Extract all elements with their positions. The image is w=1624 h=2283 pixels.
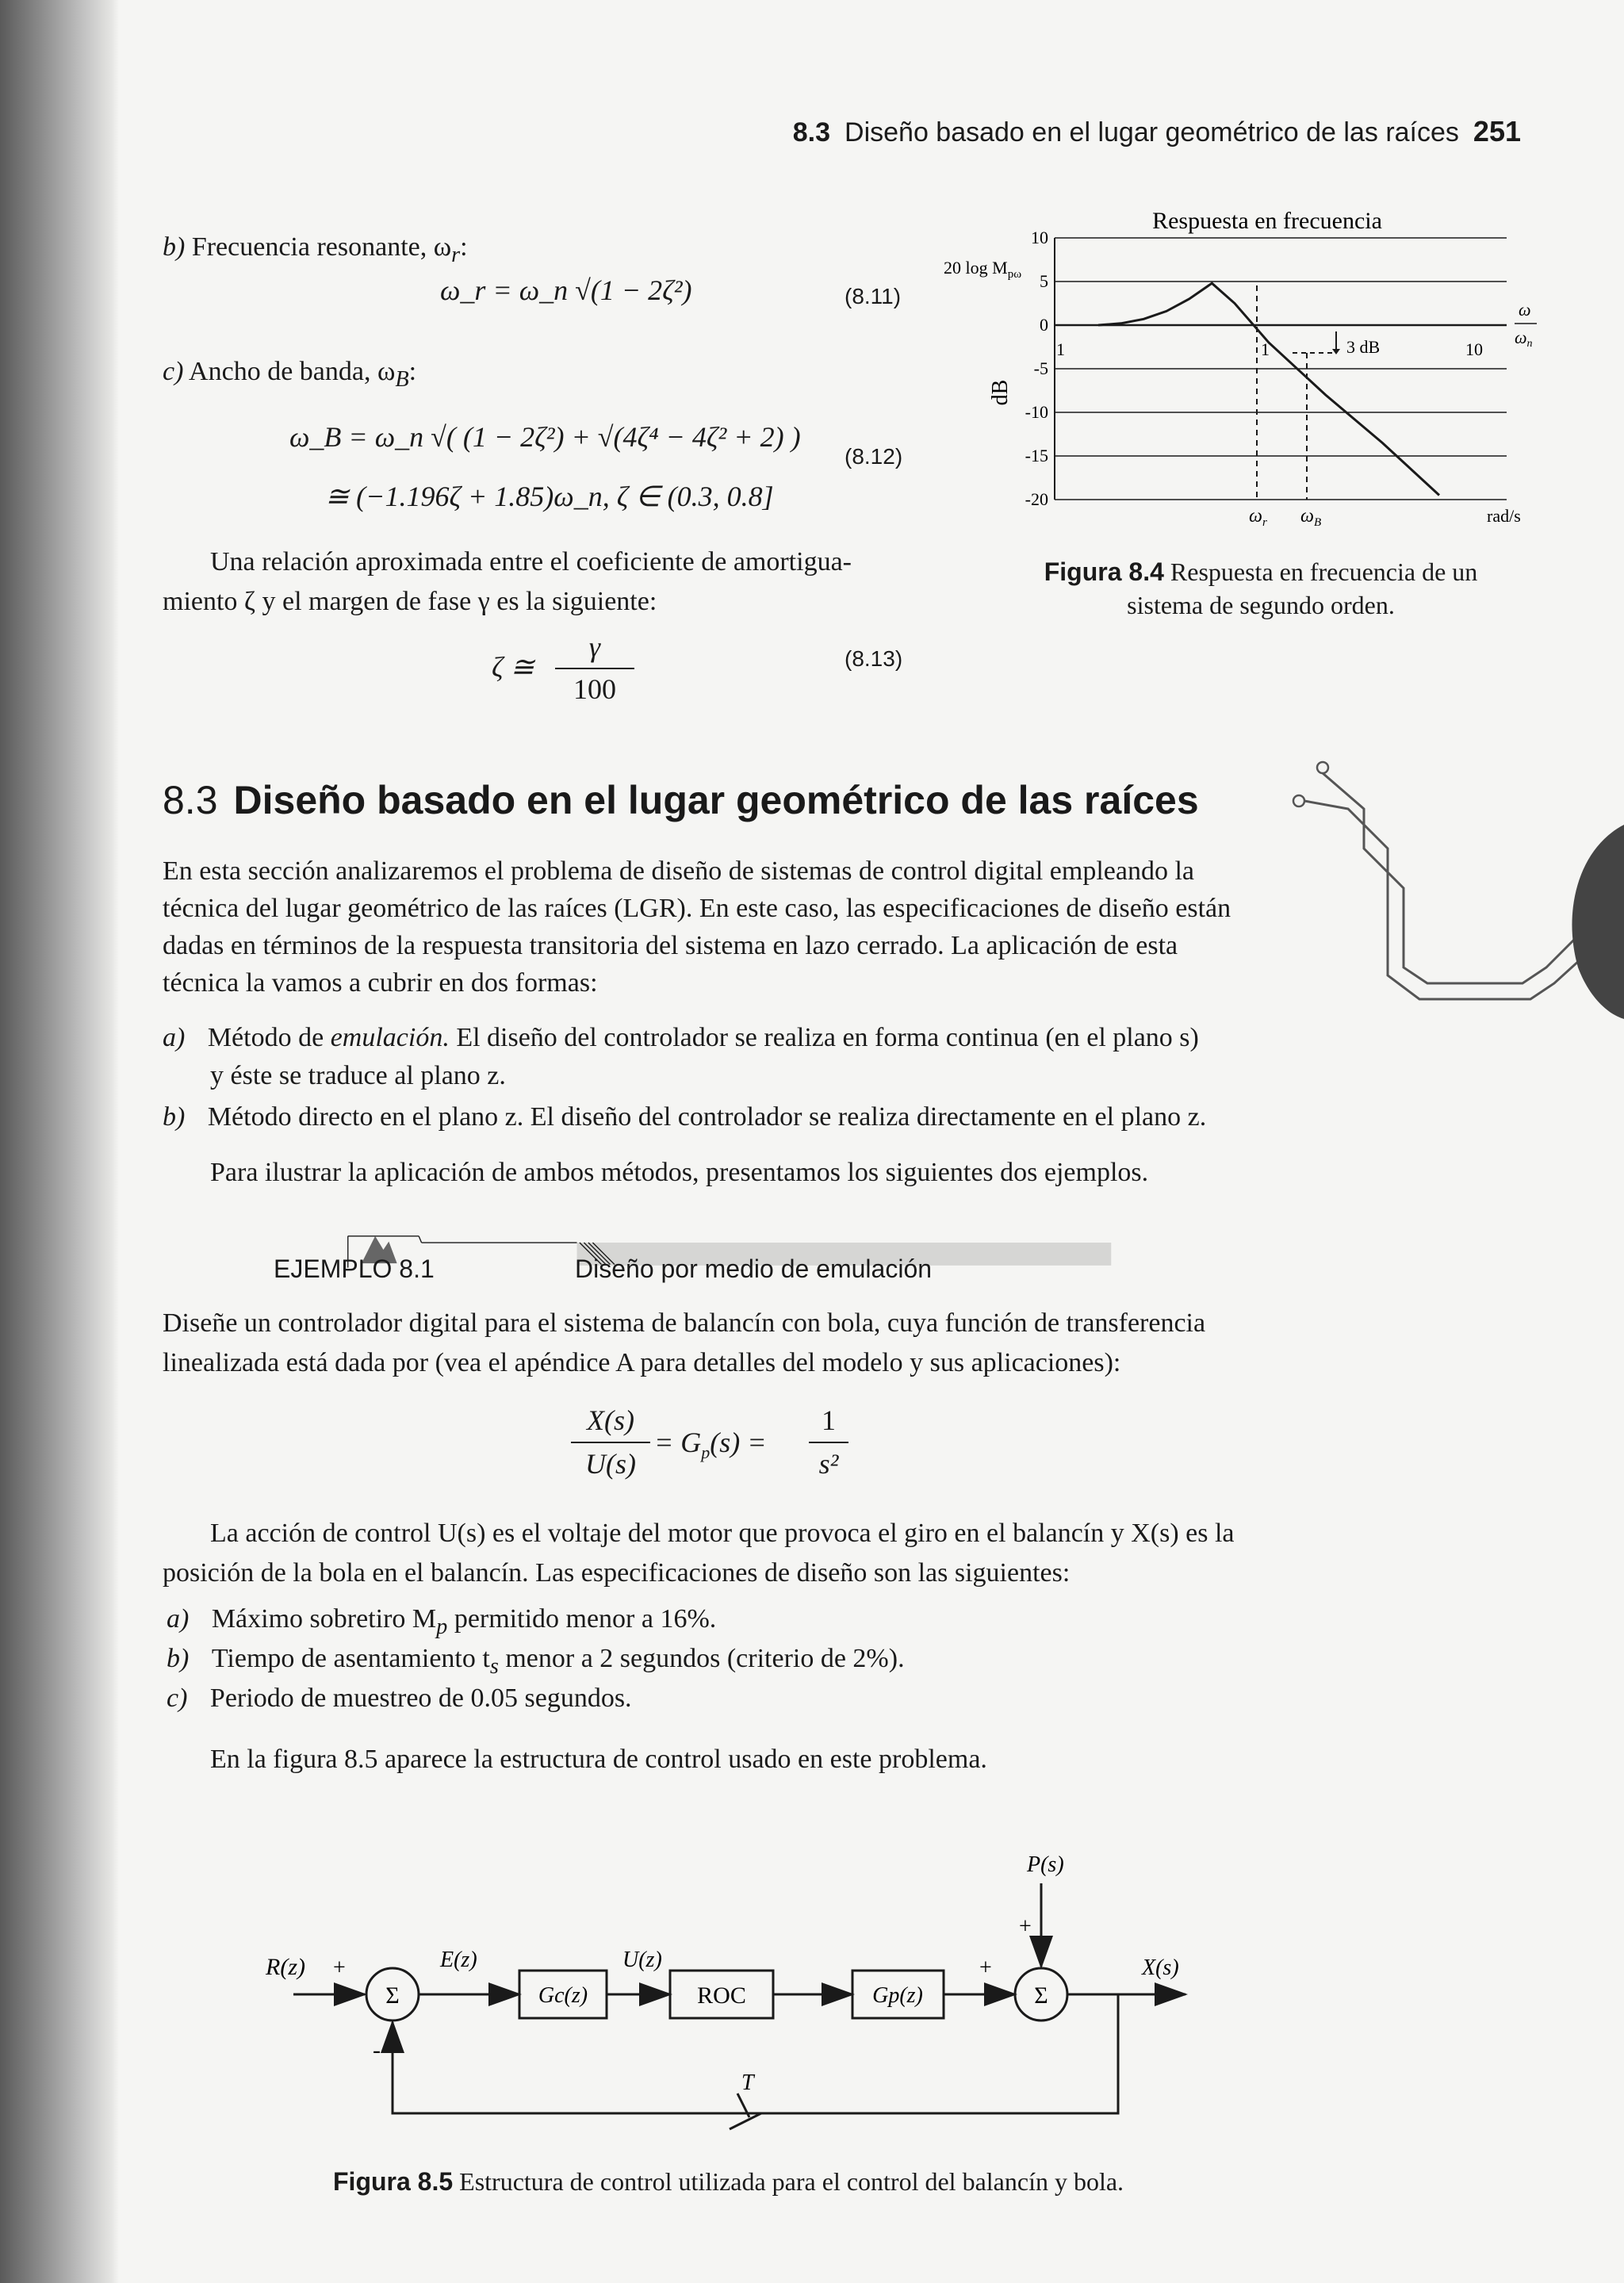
tf-middle: = $G_p(s)$ = <box>654 1427 767 1463</box>
item-text: Frecuencia resonante, ω <box>191 232 452 262</box>
label-3db: 3 dB <box>1346 337 1381 357</box>
label-Gp: Gp(z) <box>872 1983 923 2008</box>
relation-text-line1: Una relación aproximada entre el coeficiente de amortigua- <box>210 547 852 576</box>
item-label: c) <box>163 357 184 386</box>
sigma-2: Σ <box>1034 1982 1048 2009</box>
list-item-a <box>163 1019 1199 1056</box>
label-wb: $\omega_B$ <box>1300 506 1322 529</box>
x-tick-1a: 1 <box>1056 339 1065 359</box>
section-heading <box>163 777 1199 823</box>
ratio-numerator: ω <box>1519 300 1531 320</box>
y-tick-label: 5 <box>1040 271 1048 291</box>
list-item-a-line2: y éste se traduce al plano z. <box>210 1061 506 1090</box>
y-gridlines <box>1055 238 1507 500</box>
item-sub: p <box>436 1614 448 1639</box>
x-tick-1b: 1 <box>1261 339 1270 359</box>
label-Xs: X(s) <box>1142 1955 1179 1980</box>
item-text-post: menor a 2 segundos (criterio de 2%). <box>498 1644 905 1673</box>
figure-8-4-caption <box>1023 555 1499 622</box>
y-tick-label: -15 <box>1025 446 1048 465</box>
text-line: técnica la vamos a cubrir en dos formas: <box>163 968 598 998</box>
equation-8-13-lhs: ζ ≅ <box>492 651 534 683</box>
header-section-number: 8.3 <box>792 117 831 147</box>
section-number: 8.3 <box>163 778 218 822</box>
y-tick-label: -5 <box>1033 358 1048 378</box>
item-text: Tiempo de asentamiento t <box>211 1644 490 1673</box>
3db-arrow <box>1332 349 1340 354</box>
item-text-post: El diseño del controlador se realiza en forma continua (en el plano s) <box>449 1023 1199 1052</box>
equation-number-8-13: (8.13) <box>845 646 903 671</box>
spec-a <box>167 1600 716 1645</box>
equation-8-13-numerator: γ <box>588 631 601 663</box>
decorative-circuit <box>1285 753 1624 1071</box>
figure-8-5-block-diagram <box>254 1848 1205 2149</box>
ylabel-top: 20 $\log M_{p\omega}$ <box>944 258 1022 281</box>
spec-b <box>167 1640 905 1685</box>
example-paragraph-1-line2: linealizada está dada por (vea el apéndice A para detalles del modelo y sus aplicaciones): <box>163 1348 1121 1377</box>
example-paragraph-1-line1: Diseñe un controlador digital para el sistema de balancín con bola, cuya función de transferencia <box>163 1308 1206 1338</box>
label-Ps: P(s) <box>1027 1852 1064 1877</box>
item-sub: B <box>395 366 409 392</box>
y-tick-label: -20 <box>1025 489 1048 509</box>
example-title: Diseño por medio de emulación <box>575 1255 933 1283</box>
section-paragraph-1 <box>163 852 1289 1002</box>
chart-ylabel: dB <box>988 379 1013 406</box>
example-paragraph-2-line1: La acción de control U(s) es el voltaje del motor que provoca el giro en el balancín y X(s) es la <box>210 1519 1235 1548</box>
label-Uz: U(z) <box>622 1948 662 1972</box>
list-item-b <box>163 1098 1206 1136</box>
y-tick-label: 0 <box>1040 315 1048 335</box>
item-text: Método directo en el plano z. El diseño del controlador se realiza directamente en el plano z. <box>207 1102 1207 1132</box>
example-label: EJEMPLO 8.1 <box>274 1255 435 1283</box>
book-spine-shadow <box>0 0 119 2283</box>
item-text: Método de <box>207 1023 331 1052</box>
transfer-function <box>571 1404 872 1507</box>
item-emphasis: emulación. <box>330 1023 450 1052</box>
y-tick-labels <box>1025 228 1048 509</box>
equation-8-12-line1: ω_B = ω_n √( (1 − 2ζ²) + √(4ζ⁴ − 4ζ² + 2) ) <box>289 421 801 453</box>
text-line: En esta sección analizaremos el problema de diseño de sistemas de control digital empleando la <box>163 856 1194 886</box>
text-line: dadas en términos de la respuesta transitoria del sistema en lazo cerrado. La aplicación de esta <box>163 931 1178 960</box>
item-b-resonant: b) Frecuencia resonante, $\omega_r$: <box>163 232 468 267</box>
equation-number-8-11: (8.11) <box>845 284 902 308</box>
caption-text: Estructura de control utilizada para el control del balancín y bola. <box>453 2167 1124 2196</box>
fraction-bar <box>555 668 634 669</box>
header-title: Diseño basado en el lugar geométrico de las raíces <box>845 117 1459 147</box>
spec-c <box>167 1680 632 1717</box>
minus-sign: - <box>373 2037 381 2063</box>
item-sub: s <box>489 1653 499 1679</box>
running-header <box>793 115 1521 148</box>
item-label: c) <box>167 1684 188 1713</box>
example-paragraph-3: En la figura 8.5 aparece la estructura de control usado en este problema. <box>210 1745 987 1774</box>
equation-8-12-line2: ≅ (−1.196ζ + 1.85)ω_n, ζ ∈ (0.3, 0.8] <box>325 481 774 512</box>
figure-8-5-caption <box>333 2165 1124 2198</box>
plus-sign-2: + <box>979 1955 992 1980</box>
plus-sign-1: + <box>333 1955 346 1980</box>
item-sub: r <box>451 242 461 267</box>
item-text: Máximo sobretiro M <box>211 1604 437 1634</box>
fraction-bar <box>809 1442 848 1443</box>
caption-text-2: sistema de segundo orden. <box>1127 591 1395 619</box>
label-wr: $\omega_r$ <box>1249 506 1267 529</box>
label-ROC: ROC <box>697 1982 746 2009</box>
series-curve <box>1098 283 1439 495</box>
section-title: Diseño basado en el lugar geométrico de las raíces <box>233 778 1199 822</box>
caption-label: Figura 8.5 <box>333 2167 454 2196</box>
tf-denominator: U(s) <box>585 1448 636 1480</box>
caption-label: Figura 8.4 <box>1044 557 1164 586</box>
example-paragraph-2-line2: posición de la bola en el balancín. Las especificaciones de diseño son las siguientes: <box>163 1558 1071 1588</box>
item-label: b) <box>163 1102 186 1132</box>
equation-number-8-12: (8.12) <box>845 444 903 469</box>
label-Rz: R(z) <box>266 1954 305 1980</box>
label-Ez: E(z) <box>440 1948 477 1972</box>
item-c-bandwidth: c) Ancho de banda, $\omega_B$: <box>163 357 417 392</box>
tf-right-numerator: 1 <box>822 1404 836 1436</box>
text-line: técnica del lugar geométrico de las raíces (LGR). En este caso, las especificaciones de diseño están <box>163 894 1231 923</box>
item-text-post: permitido menor a 16%. <box>447 1604 717 1634</box>
item-label: a) <box>167 1604 190 1634</box>
item-label: b) <box>167 1644 190 1673</box>
item-label: a) <box>163 1023 186 1052</box>
page-number: 251 <box>1473 115 1521 147</box>
x-tick-10: 10 <box>1465 339 1483 359</box>
label-Gc: Gc(z) <box>538 1983 588 2008</box>
tf-numerator: X(s) <box>587 1404 634 1436</box>
tf-right-denominator: s² <box>818 1448 839 1480</box>
label-rads: rad/s <box>1487 506 1521 526</box>
equation-8-11: ω_r = ω_n √(1 − 2ζ²) <box>440 274 692 306</box>
figure-8-4-chart <box>936 198 1538 539</box>
fraction-bar <box>571 1442 650 1443</box>
item-text: Ancho de banda, ω <box>189 357 396 386</box>
item-text: Periodo de muestreo de 0.05 segundos. <box>209 1684 632 1713</box>
y-tick-label: -10 <box>1025 402 1048 422</box>
sampler-switch <box>730 2113 761 2129</box>
section-paragraph-2: Para ilustrar la aplicación de ambos métodos, presentamos los siguientes dos ejemplos. <box>210 1158 1149 1187</box>
item-label: b) <box>163 232 186 262</box>
ratio-denominator: ωn <box>1515 328 1533 350</box>
caption-text-1: Respuesta en frecuencia de un <box>1163 557 1478 586</box>
chart-title: Respuesta en frecuencia <box>1152 208 1382 234</box>
relation-text-line2: miento ζ y el margen de fase γ es la siguiente: <box>163 587 657 616</box>
y-tick-label: 10 <box>1031 228 1048 247</box>
equation-8-13-denominator: 100 <box>573 673 616 705</box>
sigma-1: Σ <box>385 1982 400 2009</box>
plus-sign-3: + <box>1019 1914 1032 1939</box>
label-T: T <box>741 2070 754 2095</box>
